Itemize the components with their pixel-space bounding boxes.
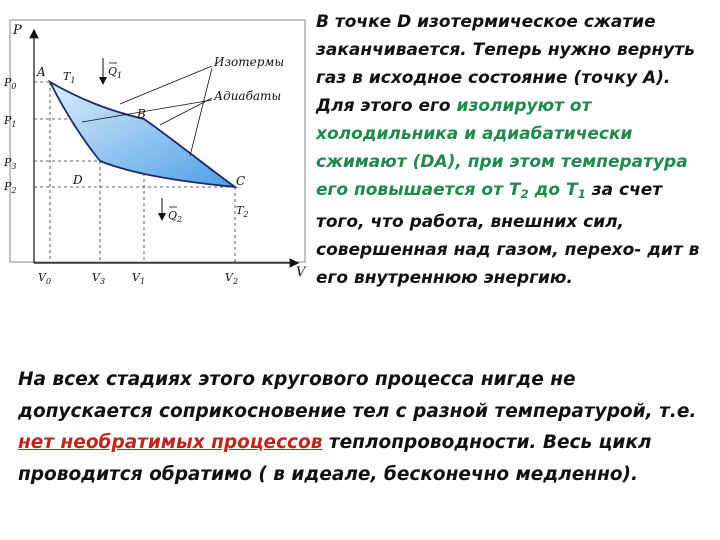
x-tick-v3: $V_3$ xyxy=(92,271,106,286)
x-tick-v1: $V_1$ xyxy=(132,271,146,286)
highlight-part-2: до T xyxy=(528,180,578,200)
highlight-sub-1: 2 xyxy=(520,186,529,201)
description-part-1: В точке D изотермическое сжатие заканчивается. Теперь нужно вернуть газ в исходное состояние (точку А). Для этого его xyxy=(316,12,695,116)
legend-adiabats: Адиабаты xyxy=(214,89,282,103)
legend-isotherms: Изотермы xyxy=(214,55,285,69)
description-text xyxy=(316,8,712,292)
cycle-region xyxy=(50,82,235,187)
point-a-label: A xyxy=(37,65,46,79)
x-tick-v0: $V_0$ xyxy=(38,271,52,286)
y-tick-p2: $P_2$ xyxy=(4,180,17,195)
v-axis-label: V xyxy=(296,265,306,280)
summary-text xyxy=(18,364,714,490)
t1-label: $T_1$ xyxy=(63,70,76,85)
point-d-label: D xyxy=(73,173,83,187)
point-c-label: C xyxy=(236,174,246,188)
y-tick-p0: $P_0$ xyxy=(4,76,17,91)
q1-label: $Q_1$ xyxy=(108,65,123,80)
t2-label: $T_2$ xyxy=(236,204,249,219)
carnot-cycle-diagram xyxy=(0,0,310,300)
highlight-sub-2: 1 xyxy=(577,186,586,201)
irreversible-highlight: нет необратимых процессов xyxy=(18,432,323,453)
y-tick-p3: $P_3$ xyxy=(4,156,17,171)
x-tick-v2: $V_2$ xyxy=(225,271,239,286)
p-axis-label: P xyxy=(13,23,22,38)
point-b-label: B xyxy=(137,107,146,121)
summary-part-2: теплопроводности. Весь цикл проводится обратимо ( в идеале, бесконечно медленно). xyxy=(18,432,652,485)
q2-label: $Q_2$ xyxy=(168,209,183,224)
summary-part-1: На всех стадиях этого кругового процесса нигде не допускается соприкосновение тел с разной температурой, т.е. xyxy=(18,369,697,422)
description-part-2: за счет того, что работа, внешних сил, совершенная над газом, перехо- дит в его внутреннюю энергию. xyxy=(316,180,700,288)
highlight-part-1: изолируют от холодильника и адиабатически сжимают (DA), при этом температура его повышается от T xyxy=(316,96,688,200)
y-tick-p1: $P_1$ xyxy=(4,114,17,129)
